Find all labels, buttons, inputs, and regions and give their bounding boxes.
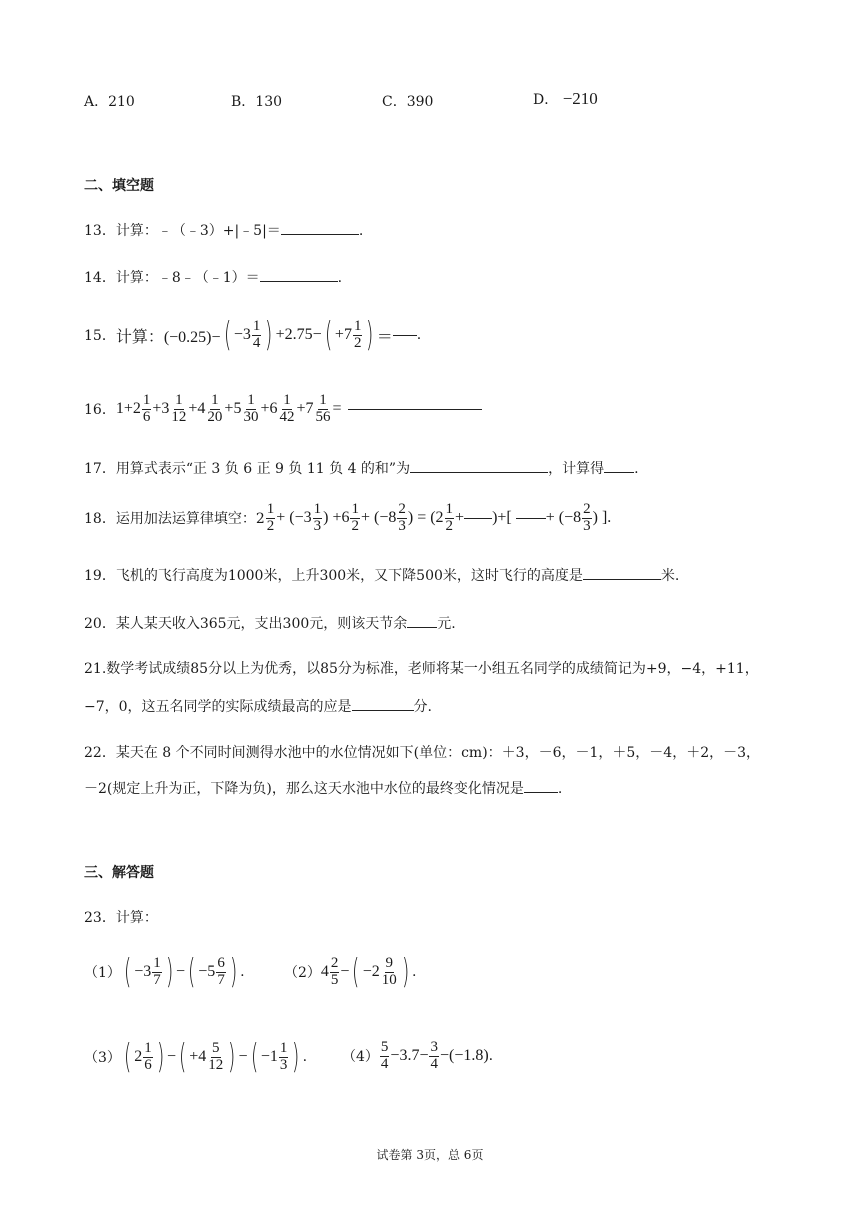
- fraction: $\frac{1}{6}$: [142, 392, 151, 425]
- question-20: [84, 613, 456, 633]
- fraction: $\frac{1}{6}$: [144, 1039, 152, 1073]
- answer-blank[interactable]: [393, 334, 417, 336]
- answer-blank[interactable]: [583, 578, 661, 580]
- mixed-whole: 2: [134, 1048, 143, 1065]
- question-text: 元.: [437, 616, 456, 632]
- paren-close: ): [366, 315, 374, 355]
- period: .: [337, 270, 343, 286]
- question-text: 用算式表示“正 3 负 6 正 9 负 11 负 4 的和”为: [115, 461, 411, 477]
- question-23: [84, 907, 158, 927]
- answer-blank[interactable]: [516, 517, 546, 519]
- part-label: （4）: [342, 1049, 379, 1066]
- question-text: 某天在 8 个不同时间测得水池中的水位情况如下(单位：cm)：＋3，－6，－1，＋5，－4，＋2，－3，: [115, 745, 761, 761]
- question-15: [84, 315, 422, 355]
- paren-close: ): [229, 952, 238, 992]
- section-title-fill-blank: 二、填空题: [84, 178, 154, 194]
- option-b: B．130: [231, 94, 283, 110]
- term-lead: +4: [188, 400, 206, 418]
- expr-mid: +2.75−: [275, 326, 322, 343]
- term-lead: +5: [224, 400, 242, 418]
- option-d: [533, 89, 598, 109]
- fraction: $\frac{2}{5}$: [330, 954, 339, 988]
- fraction: $\frac{3}{4}$: [430, 1039, 438, 1072]
- paren-open: (: [250, 1037, 258, 1077]
- expr-part: +: [455, 509, 465, 527]
- fraction: $\frac{6}{7}$: [217, 954, 225, 988]
- question-21-line-2: [84, 696, 432, 716]
- period: .: [557, 781, 563, 797]
- paren-close: ): [292, 1037, 300, 1077]
- question-text: 某人某天收入365元，支出300元，则该天节余: [115, 616, 408, 632]
- fraction: $\frac{1}{30}$: [243, 392, 259, 425]
- expr-part: + (−8: [360, 509, 397, 527]
- expr-part: ) = (2: [407, 509, 444, 527]
- fraction: $\frac{1}{20}$: [207, 392, 223, 425]
- answer-blank[interactable]: [352, 709, 414, 711]
- mixed-whole: +7: [334, 326, 352, 343]
- question-21: [84, 658, 759, 678]
- fraction: $\frac{1}{2}$: [353, 317, 362, 351]
- part-label: （1）: [84, 965, 121, 981]
- term-lead: 1+2: [115, 400, 141, 418]
- fraction: $\frac{1}{56}$: [315, 392, 331, 425]
- expr-lead: 计算：(−0.25)−: [115, 328, 221, 346]
- question-text: 分.: [413, 699, 432, 715]
- term-lead: +3: [152, 400, 170, 418]
- answer-blank[interactable]: [604, 471, 634, 473]
- paren-open: (: [324, 315, 332, 355]
- expr-part: )+[: [492, 509, 512, 527]
- question-text: −7，0，这五名同学的实际成绩最高的应是: [84, 699, 352, 715]
- term-lead: +7: [296, 400, 314, 418]
- question-number: 18．: [84, 511, 116, 528]
- question-text: 飞机的飞行高度为1000米，上升300米，又下降500米，这时飞行的高度是: [115, 568, 583, 584]
- answer-blank[interactable]: [524, 791, 558, 793]
- fraction: $\frac{9}{10}$: [381, 954, 397, 988]
- question-number: 19．: [84, 568, 116, 584]
- fraction: $\frac{1}{4}$: [252, 317, 261, 351]
- period: .: [412, 964, 417, 980]
- mixed-whole: −1: [260, 1048, 278, 1065]
- mixed-whole: 4: [320, 963, 329, 980]
- answer-blank[interactable]: [348, 408, 482, 410]
- question-number: 14．: [84, 270, 116, 286]
- question-text: 计算：﹣（﹣3）+|﹣5|＝: [115, 223, 281, 239]
- option-a: A．210: [84, 94, 135, 110]
- mixed-whole: −2: [362, 963, 380, 980]
- fraction: $\frac{2}{3}$: [583, 501, 591, 534]
- expr-part: + (−8: [545, 509, 582, 527]
- q23-part-4: [342, 1040, 493, 1073]
- question-text: 数学考试成绩85分以上为优秀，以85分为标准，老师将某一小组五名同学的成绩简记为+9，−4，+11，: [106, 661, 759, 677]
- part-label: （3）: [84, 1050, 121, 1066]
- fraction: $\frac{1}{2}$: [266, 501, 275, 534]
- mixed-whole: −3: [134, 963, 152, 980]
- question-text: 计算：﹣8﹣（﹣1）＝: [115, 270, 260, 286]
- fraction: $\frac{1}{12}$: [171, 392, 187, 425]
- fraction: $\frac{1}{3}$: [279, 1039, 288, 1073]
- fraction: $\frac{2}{3}$: [398, 501, 406, 534]
- mixed-whole: +4: [189, 1048, 207, 1065]
- question-number: 13．: [84, 223, 116, 239]
- question-number: 20．: [84, 616, 116, 632]
- paren-close: ): [401, 952, 410, 992]
- paren-close: ): [265, 315, 273, 355]
- question-number: 15．: [84, 328, 116, 344]
- expr-part: ) +6: [323, 509, 350, 527]
- fraction: $\frac{5}{12}$: [208, 1039, 224, 1073]
- period: .: [358, 223, 364, 239]
- period: .: [240, 964, 245, 980]
- question-number: 16．: [84, 402, 116, 419]
- answer-blank[interactable]: [410, 471, 548, 473]
- term-lead: +6: [260, 400, 278, 418]
- question-text: ，计算得: [548, 461, 605, 477]
- operator: −: [166, 1048, 176, 1065]
- expr-part: ) ].: [592, 509, 612, 527]
- question-text: 运用加法运算律填空：2: [115, 511, 265, 528]
- option-d-label: D．: [533, 92, 559, 108]
- paren-open: (: [123, 952, 132, 992]
- paren-close: ): [165, 952, 173, 992]
- paren-open: (: [188, 952, 196, 992]
- question-18: [84, 502, 611, 535]
- question-16: [84, 393, 482, 426]
- period: .: [488, 1048, 494, 1065]
- operator: −: [175, 963, 186, 980]
- period: .: [416, 327, 422, 343]
- question-17: [84, 458, 639, 478]
- fraction: $\frac{1}{7}$: [153, 954, 161, 988]
- answer-blank[interactable]: [464, 517, 492, 519]
- answer-blank[interactable]: [407, 626, 437, 628]
- fraction: $\frac{1}{42}$: [279, 392, 295, 425]
- expr-part: + (−3: [276, 509, 312, 527]
- question-19: [84, 565, 679, 585]
- paren-close: ): [156, 1037, 164, 1077]
- question-13: [84, 220, 363, 240]
- period: .: [302, 1049, 308, 1065]
- equals: ＝: [376, 328, 393, 346]
- expr-part: −(−1.8): [439, 1047, 489, 1065]
- question-text: 计算：: [115, 910, 158, 926]
- question-number: 23．: [84, 910, 116, 926]
- question-text: －2(规定上升为正，下降为负)，那么这天水池中水位的最终变化情况是: [84, 781, 524, 797]
- paren-open: (: [352, 952, 360, 992]
- question-22: [84, 742, 760, 762]
- section-title-solve: 三、解答题: [84, 865, 154, 881]
- answer-blank[interactable]: [260, 280, 338, 282]
- fraction: $\frac{1}{2}$: [445, 501, 454, 534]
- fraction: $\frac{1}{2}$: [351, 501, 359, 534]
- fraction: $\frac{5}{4}$: [380, 1039, 389, 1072]
- operator: −: [340, 963, 350, 980]
- q23-part-2: [284, 952, 417, 992]
- expr-part: −3.7−: [390, 1047, 429, 1065]
- question-number: 17．: [84, 461, 116, 477]
- question-text: 米.: [660, 568, 680, 584]
- period: .: [634, 461, 639, 477]
- paren-open: (: [178, 1037, 187, 1077]
- answer-blank[interactable]: [281, 233, 359, 235]
- q23-part-1: [84, 952, 245, 992]
- option-d-value: −210: [562, 89, 598, 108]
- operator: −: [238, 1048, 248, 1065]
- mixed-whole: −5: [198, 963, 216, 980]
- part-label: （2）: [284, 965, 321, 981]
- paren-close: ): [228, 1037, 236, 1077]
- mixed-whole: −3: [233, 326, 251, 343]
- question-number: 22．: [84, 745, 116, 761]
- equals: =: [332, 400, 342, 418]
- question-14: [84, 267, 342, 287]
- option-c: C．390: [382, 94, 434, 110]
- page-footer: 试卷第 3页，总 6页: [376, 1148, 484, 1162]
- question-22-line-2: [84, 778, 562, 798]
- q23-part-3: [84, 1037, 308, 1077]
- question-number: 21.: [84, 661, 107, 677]
- paren-open: (: [223, 315, 231, 355]
- fraction: $\frac{1}{3}$: [313, 501, 322, 534]
- paren-open: (: [123, 1037, 132, 1077]
